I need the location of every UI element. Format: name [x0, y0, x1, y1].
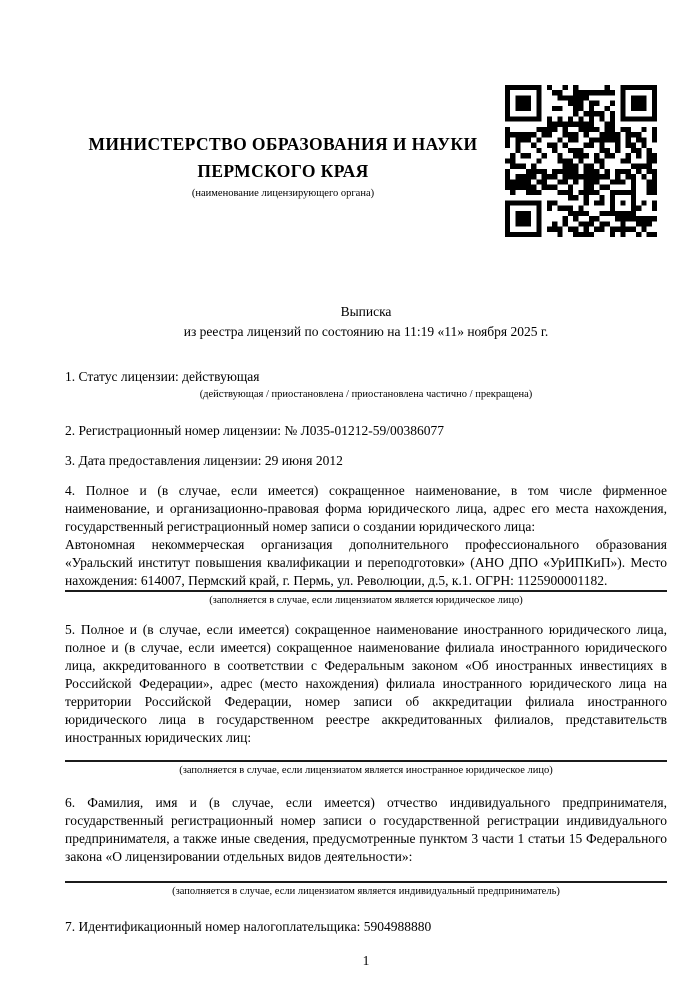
blank-field-rule — [65, 590, 667, 592]
item-legal-entity-value: Автономная некоммерческая организация дополнительного профессионального образования «Уральский институт повышения квалификации и переподготовки» (АНО ДПО «УрИПКиП»). Место нахождения: 614007, Пермский край, г. Пермь, ул. Революции, д.5, к.1. ОГРН: 1125900001182. — [65, 537, 667, 588]
item-inn — [65, 918, 667, 936]
item-legal-entity-caption: (заполняется в случае, если лицензиатом является юридическое лицо) — [209, 595, 523, 606]
qr-code-icon — [505, 85, 657, 237]
ministry-caption: (наименование лицензирующего органа) — [191, 188, 375, 199]
item-legal-entity-text: 4. Полное и (в случае, если имеется) сокращенное наименование, в том числе фирменное наименование, и организационно-правовая форма юридического лица, адрес его места нахождения, государственный регистрационный номер записи о создании юридического лица: — [65, 483, 667, 534]
item-foreign-entity-text: 5. Полное и (в случае, если имеется) сокращенное наименование иностранного юридического лица, полное и (в случае, если имеется) сокращенное наименование филиала иностранного юридического лица, аккредитованного в соответствии с Федеральным законом «Об иностранных инвестициях в Российской Федерации», адрес (место нахождения) филиала иностранного юридического лица на территории Российской Федерации, номер записи об аккредитации филиала иностранного юридического лица в государственном реестре аккредитованных филиалов, представительств иностранных юридических лиц: — [65, 622, 667, 745]
item-foreign-entity — [65, 621, 667, 777]
item-inn-text: 7. Идентификационный номер налогоплательщика: 5904988880 — [65, 919, 432, 934]
item-foreign-entity-caption: (заполняется в случае, если лицензиатом является иностранное юридическое лицо) — [179, 765, 553, 776]
blank-field-rule — [65, 760, 667, 762]
item-legal-entity — [65, 482, 667, 607]
ministry-name — [65, 131, 501, 185]
item-grant-date-text: 3. Дата предоставления лицензии: 29 июня 2012 — [65, 453, 343, 468]
item-status-caption: (действующая / приостановлена / приостановлена частично / прекращена) — [199, 389, 533, 400]
item-reg-number-text: 2. Регистрационный номер лицензии: № Л035-01212-59/00386077 — [65, 423, 445, 438]
item-individual-entrepreneur-caption: (заполняется в случае, если лицензиатом является индивидуальный предприниматель) — [172, 886, 560, 897]
item-status — [65, 368, 667, 401]
document-title — [65, 302, 667, 342]
ministry-name-line1: МИНИСТЕРСТВО ОБРАЗОВАНИЯ И НАУКИ — [88, 134, 478, 154]
item-reg-number — [65, 422, 667, 440]
ministry-name-line2: ПЕРМСКОГО КРАЯ — [197, 161, 369, 181]
document-body — [65, 368, 667, 970]
document-title-line1: Выписка — [340, 304, 392, 319]
item-individual-entrepreneur-text: 6. Фамилия, имя и (в случае, если имеется) отчество индивидуального предпринимателя, государственный регистрационный номер записи о государственной регистрации индивидуального предпринимателя, а также иные сведения, предусмотренные пунктом 3 части 1 статьи 15 Федерального закона «О лицензировании отдельных видов деятельности»: — [65, 795, 667, 864]
item-status-text: 1. Статус лицензии: действующая — [65, 369, 260, 384]
document-title-line2: из реестра лицензий по состоянию на 11:19 «11» ноября 2025 г. — [183, 324, 549, 339]
blank-field-rule — [65, 881, 667, 883]
item-individual-entrepreneur — [65, 794, 667, 898]
page-number: 1 — [362, 953, 370, 968]
document-header — [65, 0, 501, 201]
item-grant-date — [65, 452, 667, 470]
